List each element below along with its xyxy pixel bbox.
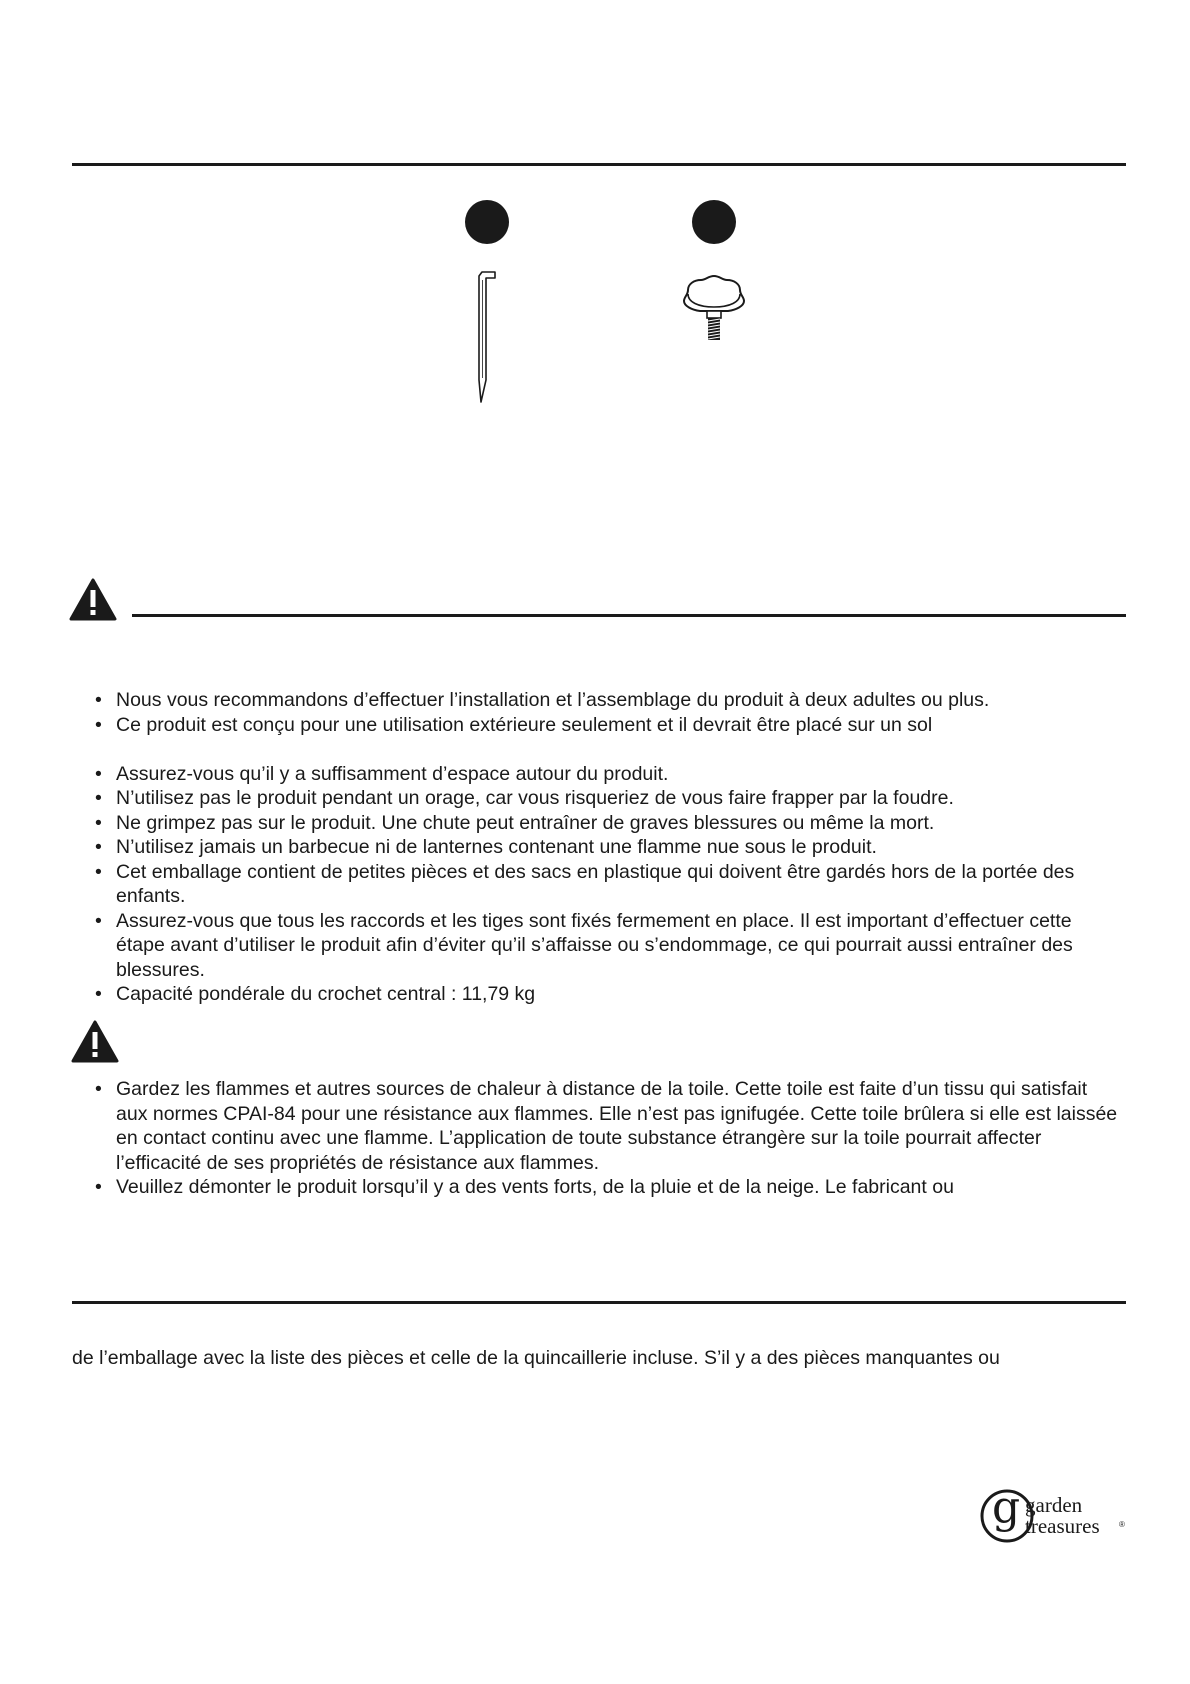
part-badge-knob-screw (692, 200, 736, 244)
logo-letter: g (992, 1482, 1021, 1533)
part-badge-stake (465, 200, 509, 244)
fire-safety-list (93, 1077, 1123, 1200)
list-item: • Gardez les flammes et autres sources de chaleur à distance de la toile. Cette toile est faite d’un tissu qui satisfait aux normes CPAI-84 pour une résistance aux flammes. Elle n’est pas ignifugée. Cette toile brûlera si elle est laissée en contact continu avec une flamme. L’application de toute substance étrangère sur la toile pourrait affecter l’efficacité de ses propriétés de résistance aux flammes. (93, 1077, 1123, 1175)
list-item: • N’utilisez jamais un barbecue ni de lanternes contenant une flamme nue sous le produit. (93, 835, 1123, 860)
stake-icon (462, 268, 502, 408)
list-item: • Cet emballage contient de petites pièces et des sacs en plastique qui doivent être gardés hors de la portée des enfants. (93, 860, 1123, 909)
safety-list (93, 688, 1123, 1007)
list-item: • Assurez-vous qu’il y a suffisamment d’espace autour du produit. (93, 762, 1123, 787)
list-item: • Ne grimpez pas sur le produit. Une chute peut entraîner de graves blessures ou même la mort. (93, 811, 1123, 836)
logo-mark: ® (1119, 1520, 1125, 1529)
preparation-divider (72, 1301, 1126, 1304)
knob-screw-icon (674, 270, 754, 350)
list-item: • Nous vous recommandons d’effectuer l’installation et l’assemblage du produit à deux adultes ou plus. (93, 688, 1123, 713)
logo-line2: treasures (1025, 1514, 1100, 1538)
warning-icon (69, 578, 117, 622)
top-divider (72, 163, 1126, 166)
logo-line1: garden (1025, 1493, 1083, 1517)
preparation-text: de l’emballage avec la liste des pièces et celle de la quincaillerie incluse. S’il y a des pièces manquantes ou (72, 1347, 1000, 1369)
list-item: • Veuillez démonter le produit lorsqu’il y a des vents forts, de la pluie et de la neige. Le fabricant ou (93, 1175, 1123, 1200)
list-item: • N’utilisez pas le produit pendant un orage, car vous risqueriez de vous faire frapper par la foudre. (93, 786, 1123, 811)
warning-icon (71, 1020, 119, 1064)
safety-divider (132, 614, 1126, 617)
list-item: • Capacité pondérale du crochet central : 11,79 kg (93, 982, 1123, 1007)
garden-treasures-logo (980, 1482, 1130, 1546)
list-item: • Ce produit est conçu pour une utilisation extérieure seulement et il devrait être placé sur un sol (93, 713, 1123, 738)
list-item: • Assurez-vous que tous les raccords et les tiges sont fixés fermement en place. Il est important d’effectuer cette étape avant d’utiliser le produit afin d’éviter qu’il s’affaisse ou s’endommage, ce qui pourrait aussi entraîner des blessures. (93, 909, 1123, 983)
